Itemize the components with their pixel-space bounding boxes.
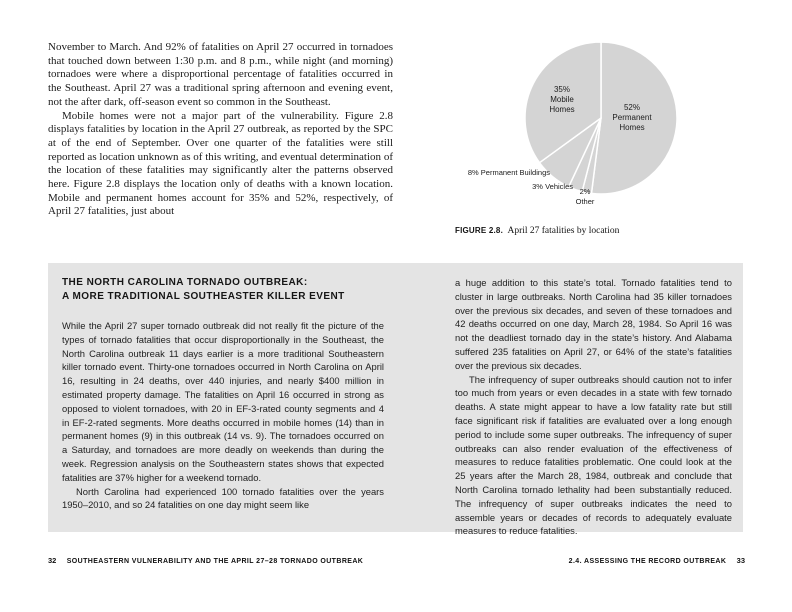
pie-label-other: 2% Other (575, 187, 595, 206)
left-page-body (48, 41, 393, 219)
sidebar-heading (62, 276, 384, 304)
sidebar-right-column (455, 276, 732, 538)
figure-caption-label: FIGURE 2.8. (455, 226, 503, 235)
sidebar-left-paragraph-2: North Carolina had experienced 100 tornado fatalities over the years 1950–2010, and so 24 fatalities on one day might seem like (62, 485, 384, 511)
right-page-footer (569, 556, 745, 565)
sidebar-heading-line2: A MORE TRADITIONAL SOUTHEASTER KILLER EVENT (62, 291, 345, 302)
figure-caption (455, 220, 745, 238)
sidebar-right-paragraph-2: The infrequency of super outbreaks should caution not to infer too much from years or even decades in a state with few tornado deaths. A state might appear to have a low fatality rate but still face significant risk if fatalities are evaluated over a long enough period to include some super outbreaks. The infrequency of super outbreaks can also render evaluation of the effectiveness of measures to reduce fatalities problematic. One could look at the 25 years after the March 28, 1984, outbreak and conclude that North Carolina tornado lethality had been substantially reduced. The infrequency of super outbreaks indicates the need to assemble years or decades of records to adequately evaluate measures to reduce fatalities. (455, 373, 732, 537)
sidebar-heading-line1: THE NORTH CAROLINA TORNADO OUTBREAK: (62, 277, 308, 288)
body-paragraph-1: November to March. And 92% of fatalities on April 27 occurred in tornadoes that touched down between 1:30 p.m. and 8 p.m., while night (and morning) tornadoes were where a disproportional percentage of fatalities occurred in the Southeast. April 27 was a traditional spring afternoon and evening event, not the after dark, off-season event so common in the Southeast. (48, 41, 393, 108)
left-running-head: SOUTHEASTERN VULNERABILITY AND THE APRIL 27–28 TORNADO OUTBREAK (66, 558, 364, 565)
pie-label-permanent-homes: 52% Permanent Homes (612, 103, 652, 132)
figure-caption-text: April 27 fatalities by location (507, 226, 620, 236)
right-running-head: 2.4. ASSESSING THE RECORD OUTBREAK (568, 558, 727, 565)
figure-2-8 (449, 35, 749, 213)
body-paragraph-2: Mobile homes were not a major part of the vulnerability. Figure 2.8 displays fatalities by location in the April 27 outbreak, as reported by the SPC at of the end of September. Over one quarter of the fatalities were still reported as location unknown as of this writing, and eventual determination of the location of these fatalities may significantly alter the patterns observed here. Figure 2.8 displays the location only of deaths with a known location. Mobile and permanent homes account for 35% and 52%, respectively, of April 27 fatalities, just about (48, 109, 393, 218)
left-page-number: 32 (48, 556, 57, 565)
sidebar-left-column (62, 276, 384, 512)
right-page-number: 33 (736, 556, 745, 565)
pie-label-mobile-homes: 35% Mobile Homes (549, 85, 575, 114)
left-page-footer (48, 556, 363, 565)
sidebar-box (48, 263, 743, 537)
sidebar-right-paragraph-1: a huge addition to this state’s total. Tornado fatalities tend to cluster in large outbreaks. North Carolina had 35 killer tornadoes over the previous six decades, and seven of these tornadoes and 42 deaths occurred on one day, March 28, 1984. So April 16 was not the deadliest tornado day in the state’s history. And Alabama suffered 235 fatalities on April 27, or 64% of the state’s fatalities over the previous six decades. (455, 277, 732, 371)
pie-label-permanent-buildings: 8% Permanent Buildings (467, 168, 550, 177)
pie-label-vehicles: 3% Vehicles (532, 182, 573, 191)
sidebar-left-paragraph-1: While the April 27 super tornado outbreak did not really fit the picture of the types of tornado fatalities that occur disproportionally in the Southeast, the North Carolina outbreak 11 days earlier is a more traditional Southeastern killer tornado event. Thirty-one tornadoes occurred in North Carolina on April 16, resulting in 24 deaths, over 440 injuries, and nearly $400 million in estimated property damage. The fatalities on April 16 occurred in strong as opposed to violent tornadoes, with 20 in EF-3-rated county segments and 4 in EF-2-rated segments. More deaths occurred in mobile homes (14) than in permanent homes (9) in this outbreak (14 vs. 9). The tornadoes occurred on a Saturday, and tornadoes are more deadly on weekends than during the week. Regression analysis on the Southeastern states shows that expected fatalities are 37% higher for a weekend tornado. (62, 320, 384, 483)
